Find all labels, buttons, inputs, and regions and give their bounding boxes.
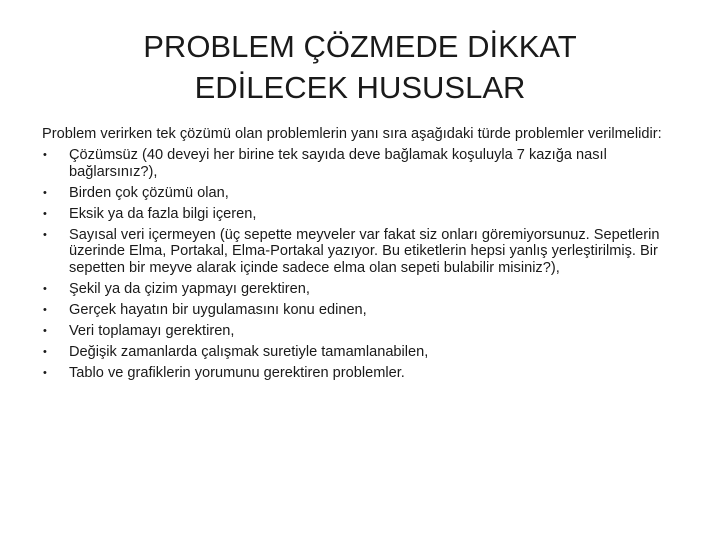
intro-paragraph: Problem verirken tek çözümü olan problemlerin yanı sıra aşağıdaki türde problemler verilmelidir: xyxy=(42,126,662,142)
slide-title xyxy=(60,26,660,108)
list-item-text: Gerçek hayatın bir uygulamasını konu edinen, xyxy=(69,301,367,318)
slide-title-line-1: PROBLEM ÇÖZMEDE DİKKAT xyxy=(143,29,577,64)
list-item xyxy=(42,185,692,202)
list-item xyxy=(42,302,692,319)
bullet-icon: • xyxy=(43,366,47,379)
list-item-text: Eksik ya da fazla bilgi içeren, xyxy=(69,205,257,222)
list-item xyxy=(42,365,692,382)
slide-title-line-2: EDİLECEK HUSUSLAR xyxy=(194,70,526,105)
bullet-icon: • xyxy=(43,345,47,358)
list-item-text: Değişik zamanlarda çalışmak suretiyle tamamlanabilen, xyxy=(69,343,429,360)
list-item-text: Birden çok çözümü olan, xyxy=(69,184,229,201)
bullet-icon: • xyxy=(43,324,47,337)
list-item xyxy=(42,281,692,298)
bullet-list xyxy=(42,147,692,381)
bullet-icon: • xyxy=(43,207,47,220)
slide-body xyxy=(42,126,692,381)
bullet-icon: • xyxy=(43,303,47,316)
list-item-text: Sayısal veri içermeyen (üç sepette meyveler var fakat siz onları göremiyorsunuz. Sepetlerin üzerinde Elma, Portakal, Elma-Portakal yazıyor. Bu etiketlerin hepsi yanlış yerleştirilmiş. Bir sepetten bir meyve alarak içinde sadece elma olan sepeti bulabilir misiniz?), xyxy=(69,226,660,276)
list-item xyxy=(42,323,692,340)
bullet-icon: • xyxy=(43,149,47,161)
bullet-icon: • xyxy=(43,186,47,199)
list-item xyxy=(42,206,692,223)
bullet-icon: • xyxy=(43,282,47,295)
list-item xyxy=(42,344,692,361)
list-item-text: Çözümsüz (40 deveyi her birine tek sayıda deve bağlamak koşuluyla 7 kazığa nasıl bağlarsınız?), xyxy=(69,147,607,180)
list-item-text: Tablo ve grafiklerin yorumunu gerektiren problemler. xyxy=(69,364,405,381)
list-item xyxy=(42,147,692,180)
list-item-text: Şekil ya da çizim yapmayı gerektiren, xyxy=(69,280,310,297)
list-item-text: Veri toplamayı gerektiren, xyxy=(69,322,235,339)
bullet-icon: • xyxy=(43,228,47,241)
list-item xyxy=(42,227,692,277)
